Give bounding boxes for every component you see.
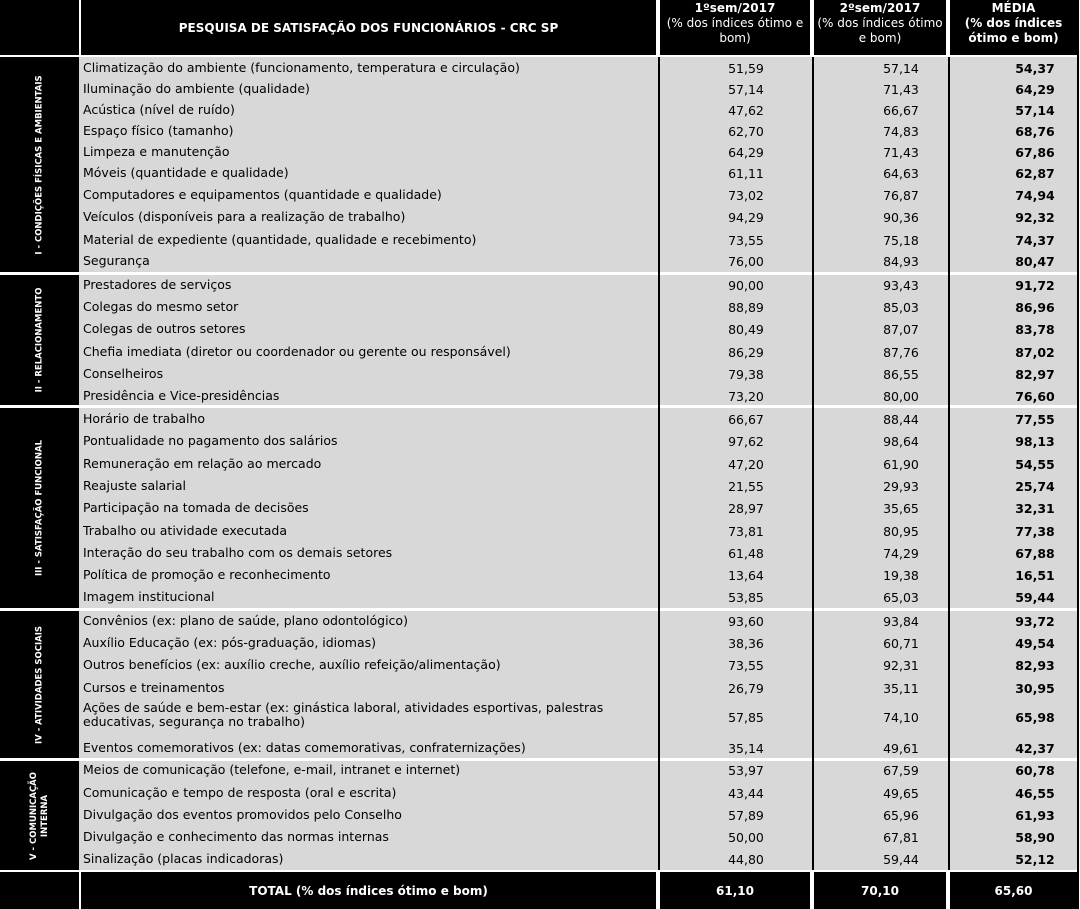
row-value-sem2: 90,36 <box>883 210 919 225</box>
row-value-sem1: 51,59 <box>728 61 764 76</box>
total-value-sem2 <box>814 872 946 909</box>
row-value-average: 62,87 <box>1015 166 1055 181</box>
row-label: Meios de comunicação (telefone, e-mail, intranet e internet) <box>83 762 461 777</box>
row-label: Cursos e treinamentos <box>83 680 225 695</box>
row-value-average: 68,76 <box>1015 124 1055 139</box>
row-label: Participação na tomada de decisões <box>83 500 309 515</box>
row-value-average: 30,95 <box>1015 681 1055 696</box>
row-label: Comunicação e tempo de resposta (oral e escrita) <box>83 785 397 800</box>
row-label: Outros benefícios (ex: auxílio creche, auxílio refeição/alimentação) <box>83 657 501 672</box>
row-value-average: 67,88 <box>1015 546 1055 561</box>
row-label: Pontualidade no pagamento dos salários <box>83 433 338 448</box>
row-value-sem2: 35,11 <box>883 681 919 696</box>
row-label: Divulgação e conhecimento das normas internas <box>83 829 389 844</box>
row-label: Sinalização (placas indicadoras) <box>83 851 284 866</box>
row-value-sem1: 90,00 <box>728 278 764 293</box>
row-value-average: 42,37 <box>1015 741 1055 756</box>
row-value-sem1: 53,97 <box>728 763 764 778</box>
row-value-sem1: 50,00 <box>728 830 764 845</box>
row-value-sem1: 57,85 <box>728 710 764 725</box>
row-label: Trabalho ou atividade executada <box>83 523 287 538</box>
header-left-block <box>0 0 79 55</box>
row-value-average: 83,78 <box>1015 322 1055 337</box>
row-value-sem2: 59,44 <box>883 852 919 867</box>
row-value-sem2: 66,67 <box>883 103 919 118</box>
row-value-average: 74,37 <box>1015 233 1055 248</box>
table-right-border <box>1077 0 1079 909</box>
group-physical-conditions <box>79 57 1077 272</box>
row-value-average: 59,44 <box>1015 590 1055 605</box>
column-header-sem2-title: 2ºsem/2017 <box>839 1 921 15</box>
row-value-sem2: 67,81 <box>883 830 919 845</box>
row-value-sem1: 64,29 <box>728 145 764 160</box>
row-value-sem1: 47,62 <box>728 103 764 118</box>
survey-title-text: PESQUISA DE SATISFAÇÃO DOS FUNCIONÁRIOS - CRC SP <box>178 20 559 35</box>
row-value-sem1: 79,38 <box>728 367 764 382</box>
column-divider <box>948 57 950 870</box>
row-value-average: 93,72 <box>1015 614 1055 629</box>
row-value-sem2: 74,29 <box>883 546 919 561</box>
row-value-average: 16,51 <box>1015 568 1055 583</box>
row-value-average: 49,54 <box>1015 636 1055 651</box>
group-label-job-satisfaction: III - SATISFAÇÃO FUNCIONAL <box>34 439 44 577</box>
row-value-sem2: 74,10 <box>883 710 919 725</box>
row-value-sem2: 64,63 <box>883 166 919 181</box>
row-value-sem1: 61,48 <box>728 546 764 561</box>
row-value-sem2: 88,44 <box>883 412 919 427</box>
row-label: Convênios (ex: plano de saúde, plano odontológico) <box>83 613 408 628</box>
row-label: Espaço físico (tamanho) <box>83 123 234 138</box>
row-value-sem2: 60,71 <box>883 636 919 651</box>
row-value-average: 74,94 <box>1015 188 1055 203</box>
row-value-average: 64,29 <box>1015 82 1055 97</box>
total-label <box>81 872 656 909</box>
row-label: Climatização do ambiente (funcionamento, temperatura e circulação) <box>83 60 520 75</box>
row-value-average: 86,96 <box>1015 300 1055 315</box>
row-value-sem1: 21,55 <box>728 479 764 494</box>
row-label: Veículos (disponíveis para a realização de trabalho) <box>83 209 406 224</box>
row-value-sem2: 93,43 <box>883 278 919 293</box>
row-value-sem2: 71,43 <box>883 82 919 97</box>
column-header-sem1 <box>660 0 810 55</box>
row-value-average: 25,74 <box>1015 479 1055 494</box>
row-label: Conselheiros <box>83 366 164 381</box>
total-value-sem1-text: 61,10 <box>716 883 754 898</box>
row-value-sem1: 93,60 <box>728 614 764 629</box>
column-header-average-subtitle: (% dos índices ótimo e bom) <box>964 16 1063 45</box>
row-value-average: 32,31 <box>1015 501 1055 516</box>
row-value-sem2: 74,83 <box>883 124 919 139</box>
row-value-sem2: 98,64 <box>883 434 919 449</box>
row-label: Segurança <box>83 253 150 268</box>
row-value-sem2: 49,61 <box>883 741 919 756</box>
total-value-average <box>950 872 1077 909</box>
group-label-physical-conditions: I - CONDIÇÕES FÍSICAS E AMBIENTAIS <box>34 74 44 255</box>
row-value-average: 76,60 <box>1015 389 1055 404</box>
row-value-sem1: 38,36 <box>728 636 764 651</box>
row-value-sem2: 93,84 <box>883 614 919 629</box>
row-label: Ações de saúde e bem-estar (ex: ginástica laboral, atividades esportivas, palestras educativas, segurança no trabalho) <box>83 700 604 729</box>
row-value-average: 65,98 <box>1015 710 1055 725</box>
row-value-sem2: 57,14 <box>883 61 919 76</box>
row-label: Presidência e Vice-presidências <box>83 388 280 403</box>
row-value-sem1: 76,00 <box>728 254 764 269</box>
row-value-sem1: 28,97 <box>728 501 764 516</box>
row-value-sem2: 92,31 <box>883 658 919 673</box>
total-value-average-text: 65,60 <box>994 883 1033 898</box>
row-value-sem1: 57,89 <box>728 808 764 823</box>
group-label-social-activities: IV - ATIVIDADES SOCIAIS <box>34 625 44 744</box>
row-value-average: 54,55 <box>1015 457 1055 472</box>
group-side-cell-5 <box>0 761 79 870</box>
row-value-sem1: 97,62 <box>728 434 764 449</box>
row-label: Reajuste salarial <box>83 478 186 493</box>
row-label: Divulgação dos eventos promovidos pelo Conselho <box>83 807 402 822</box>
row-value-average: 77,38 <box>1015 524 1055 539</box>
group-relationships <box>79 275 1077 405</box>
row-value-sem2: 84,93 <box>883 254 919 269</box>
column-header-sem2-subtitle: (% dos índices ótimo e bom) <box>817 16 943 45</box>
row-value-average: 54,37 <box>1015 61 1055 76</box>
group-label-internal-communication: V - COMUNICAÇÃO INTERNA <box>28 771 50 860</box>
row-value-sem1: 43,44 <box>728 786 764 801</box>
row-label: Colegas do mesmo setor <box>83 299 239 314</box>
row-value-average: 82,97 <box>1015 367 1055 382</box>
column-divider <box>812 57 814 870</box>
row-label: Chefia imediata (diretor ou coordenador ou gerente ou responsável) <box>83 344 511 359</box>
row-value-sem2: 19,38 <box>883 568 919 583</box>
row-value-sem1: 44,80 <box>728 852 764 867</box>
row-value-average: 92,32 <box>1015 210 1055 225</box>
row-label: Móveis (quantidade e qualidade) <box>83 165 289 180</box>
row-label: Horário de trabalho <box>83 411 206 426</box>
group-side-cell-3 <box>0 408 79 608</box>
row-value-average: 82,93 <box>1015 658 1055 673</box>
row-value-sem1: 66,67 <box>728 412 764 427</box>
row-value-sem2: 86,55 <box>883 367 919 382</box>
row-label: Prestadores de serviços <box>83 277 232 292</box>
row-label: Computadores e equipamentos (quantidade e qualidade) <box>83 187 442 202</box>
total-value-sem1 <box>660 872 810 909</box>
row-value-average: 77,55 <box>1015 412 1055 427</box>
row-value-average: 46,55 <box>1015 786 1055 801</box>
row-value-average: 52,12 <box>1015 852 1055 867</box>
row-value-sem1: 73,55 <box>728 658 764 673</box>
row-value-average: 60,78 <box>1015 763 1055 778</box>
group-side-cell-1 <box>0 57 79 272</box>
row-value-sem2: 67,59 <box>883 763 919 778</box>
group-social-activities <box>79 611 1077 758</box>
column-header-sem2 <box>814 0 946 55</box>
row-value-sem1: 73,20 <box>728 389 764 404</box>
row-value-average: 87,02 <box>1015 345 1055 360</box>
column-header-average-title: MÉDIA <box>991 1 1036 15</box>
row-value-sem2: 87,76 <box>883 345 919 360</box>
row-label: Imagem institucional <box>83 589 215 604</box>
row-value-sem2: 71,43 <box>883 145 919 160</box>
row-value-sem1: 47,20 <box>728 457 764 472</box>
row-value-sem1: 94,29 <box>728 210 764 225</box>
row-value-sem1: 73,55 <box>728 233 764 248</box>
row-value-sem1: 13,64 <box>728 568 764 583</box>
row-value-average: 98,13 <box>1015 434 1055 449</box>
row-value-sem2: 80,95 <box>883 524 919 539</box>
row-value-average: 80,47 <box>1015 254 1055 269</box>
row-value-sem2: 75,18 <box>883 233 919 248</box>
row-value-sem2: 65,03 <box>883 590 919 605</box>
row-label: Iluminação do ambiente (qualidade) <box>83 81 310 96</box>
row-label: Colegas de outros setores <box>83 321 246 336</box>
row-label: Eventos comemorativos (ex: datas comemorativas, confraternizações) <box>83 740 526 755</box>
row-value-sem1: 86,29 <box>728 345 764 360</box>
row-value-sem1: 73,81 <box>728 524 764 539</box>
row-value-sem2: 87,07 <box>883 322 919 337</box>
row-label: Interação do seu trabalho com os demais setores <box>83 545 393 560</box>
row-label: Limpeza e manutenção <box>83 144 230 159</box>
row-value-sem2: 29,93 <box>883 479 919 494</box>
row-value-sem2: 65,96 <box>883 808 919 823</box>
row-value-sem1: 53,85 <box>728 590 764 605</box>
row-label: Acústica (nível de ruído) <box>83 102 235 117</box>
group-job-satisfaction <box>79 408 1077 608</box>
column-header-sem1-title: 1ºsem/2017 <box>694 1 776 15</box>
column-header-sem1-subtitle: (% dos índices ótimo e bom) <box>666 16 804 45</box>
total-value-sem2-text: 70,10 <box>861 883 899 898</box>
total-label-text: TOTAL (% dos índices ótimo e bom) <box>249 883 488 898</box>
survey-title <box>81 0 656 55</box>
row-value-average: 58,90 <box>1015 830 1055 845</box>
row-value-sem1: 57,14 <box>728 82 764 97</box>
row-label: Política de promoção e reconhecimento <box>83 567 331 582</box>
row-value-sem1: 88,89 <box>728 300 764 315</box>
row-value-average: 67,86 <box>1015 145 1055 160</box>
row-value-sem1: 35,14 <box>728 741 764 756</box>
total-left-block <box>0 872 79 909</box>
row-value-sem1: 73,02 <box>728 188 764 203</box>
row-value-sem2: 76,87 <box>883 188 919 203</box>
column-divider <box>658 57 660 870</box>
row-label: Remuneração em relação ao mercado <box>83 456 322 471</box>
row-value-sem2: 49,65 <box>883 786 919 801</box>
row-value-average: 91,72 <box>1015 278 1055 293</box>
group-side-cell-2 <box>0 275 79 405</box>
row-value-sem2: 35,65 <box>883 501 919 516</box>
group-side-cell-4 <box>0 611 79 758</box>
row-value-sem1: 26,79 <box>728 681 764 696</box>
row-label: Auxílio Educação (ex: pós-graduação, idiomas) <box>83 635 377 650</box>
row-value-sem1: 80,49 <box>728 322 764 337</box>
row-value-sem1: 62,70 <box>728 124 764 139</box>
row-value-sem2: 61,90 <box>883 457 919 472</box>
row-value-average: 61,93 <box>1015 808 1055 823</box>
row-value-sem2: 80,00 <box>883 389 919 404</box>
row-value-sem1: 61,11 <box>728 166 764 181</box>
group-internal-communication <box>79 761 1077 870</box>
row-value-sem2: 85,03 <box>883 300 919 315</box>
column-header-average <box>950 0 1077 55</box>
group-label-relationships: II - RELACIONAMENTO <box>34 287 44 393</box>
row-value-average: 57,14 <box>1015 103 1055 118</box>
row-label: Material de expediente (quantidade, qualidade e recebimento) <box>83 232 477 247</box>
